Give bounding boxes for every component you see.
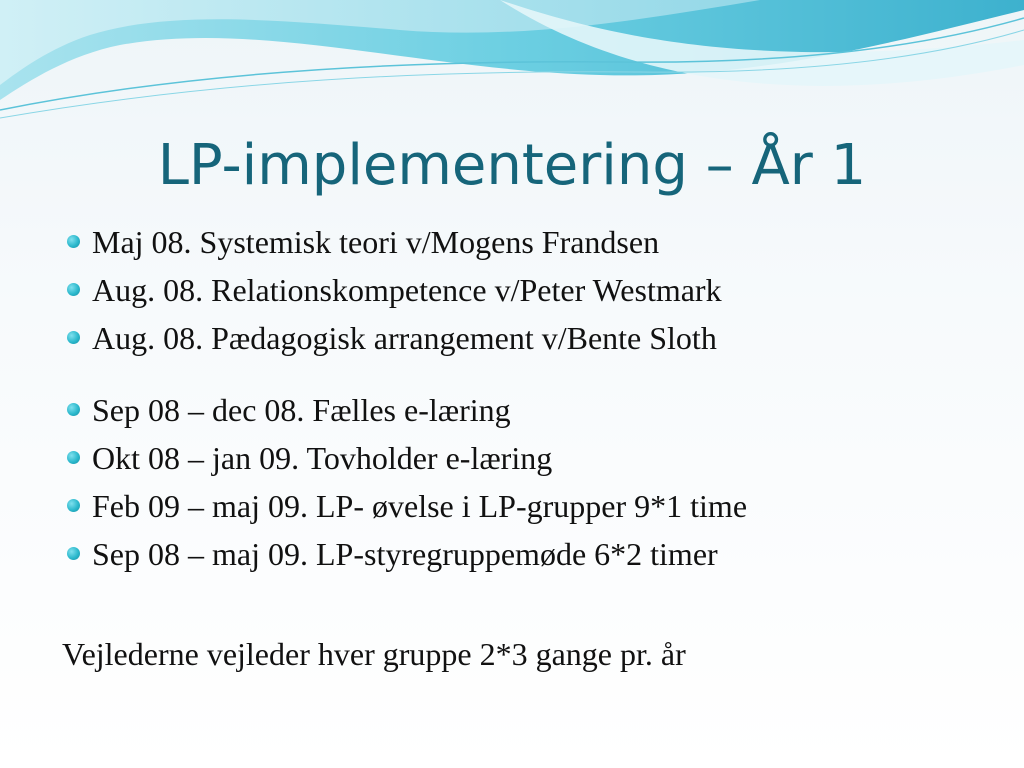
list-item: [60, 314, 1010, 362]
list-item-text: Aug. 08. Pædagogisk arrangement v/Bente Sloth: [92, 320, 717, 356]
list-item: [60, 218, 1010, 266]
footer-note: Vejlederne vejleder hver gruppe 2*3 gange pr. år: [62, 636, 686, 672]
bullet-dot-icon: [67, 499, 80, 512]
list-item-text: Feb 09 – maj 09. LP- øvelse i LP-grupper 9*1 time: [92, 488, 748, 524]
list-item: [60, 530, 1010, 578]
bullet-dot-icon: [67, 547, 80, 560]
bullet-dot-icon: [67, 403, 80, 416]
list-item: [60, 434, 1010, 482]
bullet-dot-icon: [67, 451, 80, 464]
list-item-text: Maj 08. Systemisk teori v/Mogens Frandsen: [92, 224, 660, 260]
list-item-text: Sep 08 – maj 09. LP-styregruppemøde 6*2 timer: [92, 536, 718, 572]
list-item-text: Aug. 08. Relationskompetence v/Peter Westmark: [92, 272, 722, 308]
bullet-dot-icon: [67, 283, 80, 296]
list-item-text: Sep 08 – dec 08. Fælles e-læring: [92, 392, 511, 428]
bullet-dot-icon: [67, 331, 80, 344]
list-item: [60, 266, 1010, 314]
bullet-list: [60, 218, 1010, 578]
slide-title: LP-implementering – År 1: [157, 133, 867, 198]
list-item: [60, 386, 1010, 434]
list-item: [60, 482, 1010, 530]
wave-decoration: [0, 0, 1024, 130]
bullet-dot-icon: [67, 235, 80, 248]
list-item-text: Okt 08 – jan 09. Tovholder e-læring: [92, 440, 553, 476]
